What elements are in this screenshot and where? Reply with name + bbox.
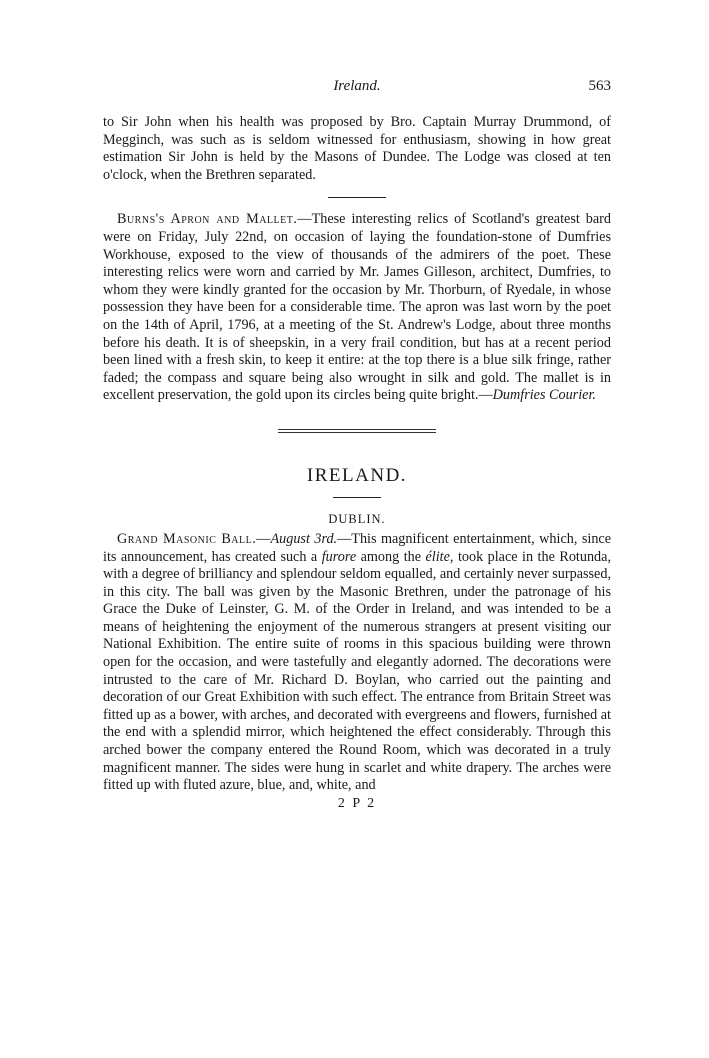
paragraph-masonic-ball — [103, 531, 611, 795]
paragraph-burns-apron — [103, 211, 611, 405]
paragraph-body: —These interesting relics of Scotland's greatest bard were on Friday, July 22nd, on occasion of laying the foundation-stone of Dumfries Workhouse, exposed to the view of thousands of the admirers of the poet. These interesting relics were worn and carried by Mr. James Gilleson, architect, Dumfries, to whom they were kindly granted for the occasion by Mr. Thorburn, of Ryedale, in whose possession they have been for a considerable time. The apron was last worn by the poet on the 14th of April, 1796, at a meeting of the St. Andrew's Lodge, about three months before his death. It is of sheepskin, in a very frail condition, but has at a recent period been lined with a fresh skin, to keep it entire: at the top there is a blue silk fringe, rather faded; the compass and square being also wrought in silk and gold. The mallet is in excellent preservation, the gold upon its circles being quite bright.— — [103, 211, 612, 404]
paragraph-text: —This magnificent entertainment, which, since its announcement, has created such a — [103, 530, 612, 565]
paragraph-lead-title: Burns's Apron and Mallet. — [117, 211, 298, 228]
page — [103, 78, 611, 812]
section-heading: IRELAND. — [306, 464, 408, 486]
heading-rule — [333, 497, 381, 498]
date: August 3rd. — [270, 530, 338, 547]
italic-word: élite — [425, 548, 450, 565]
paragraph-text: , took place in the Rotunda, with a degree of brilliancy and splendour seldom equalled, and certainly never surpassed, in this city. The ball was given by the Masonic Brethren, under the patronage of his Grace the Duke of Leinster, G. M. of the Order in Ireland, and was intended to be a means of heightening the enjoyment of the numerous strangers at present visiting our National Exhibition. The entire suite of rooms in this spacious building were thrown open for the occasion, and were tastefully and elegantly adorned. The decorations were intrusted to the care of Mr. Richard D. Boylan, who carried out the painting and decoration of our Great Exhibition with such effect. The entrance from Britain Street was fitted up as a bower, with arches, and decorated with evergreens and flowers, furnished at the end with a splendid mirror, which heightened the effect considerably. Through this arched bower the company entered the Round Room, which was decorated in a truly magnificent manner. The sides were hung in scarlet and white drapery. The arches were fitted up with fluted azure, blue, and, white, and — [103, 548, 611, 794]
italic-word: furore — [321, 548, 357, 565]
paragraph-lead-title: Grand Masonic Ball. — [117, 530, 257, 547]
source-citation: Dumfries Courier. — [492, 387, 596, 404]
paragraph-dundee-lodge: to Sir John when his health was proposed by Bro. Captain Murray Drummond, of Megginch, was such as is seldom witnessed for enthusiasm, showing in how great estimation Sir John is held by the Masons of Dundee. The Lodge was closed at ten o'clock, when the Brethren separated. — [103, 114, 611, 183]
paragraph-text: among the — [356, 548, 426, 565]
sub-heading: DUBLIN. — [328, 511, 386, 526]
section-divider — [278, 429, 436, 433]
separator-rule — [328, 197, 386, 198]
running-title: Ireland. — [333, 78, 381, 94]
running-head — [103, 78, 611, 100]
page-number: 563 — [588, 78, 611, 94]
dash: — — [256, 530, 271, 547]
signature-mark: 2 P 2 — [337, 795, 377, 811]
